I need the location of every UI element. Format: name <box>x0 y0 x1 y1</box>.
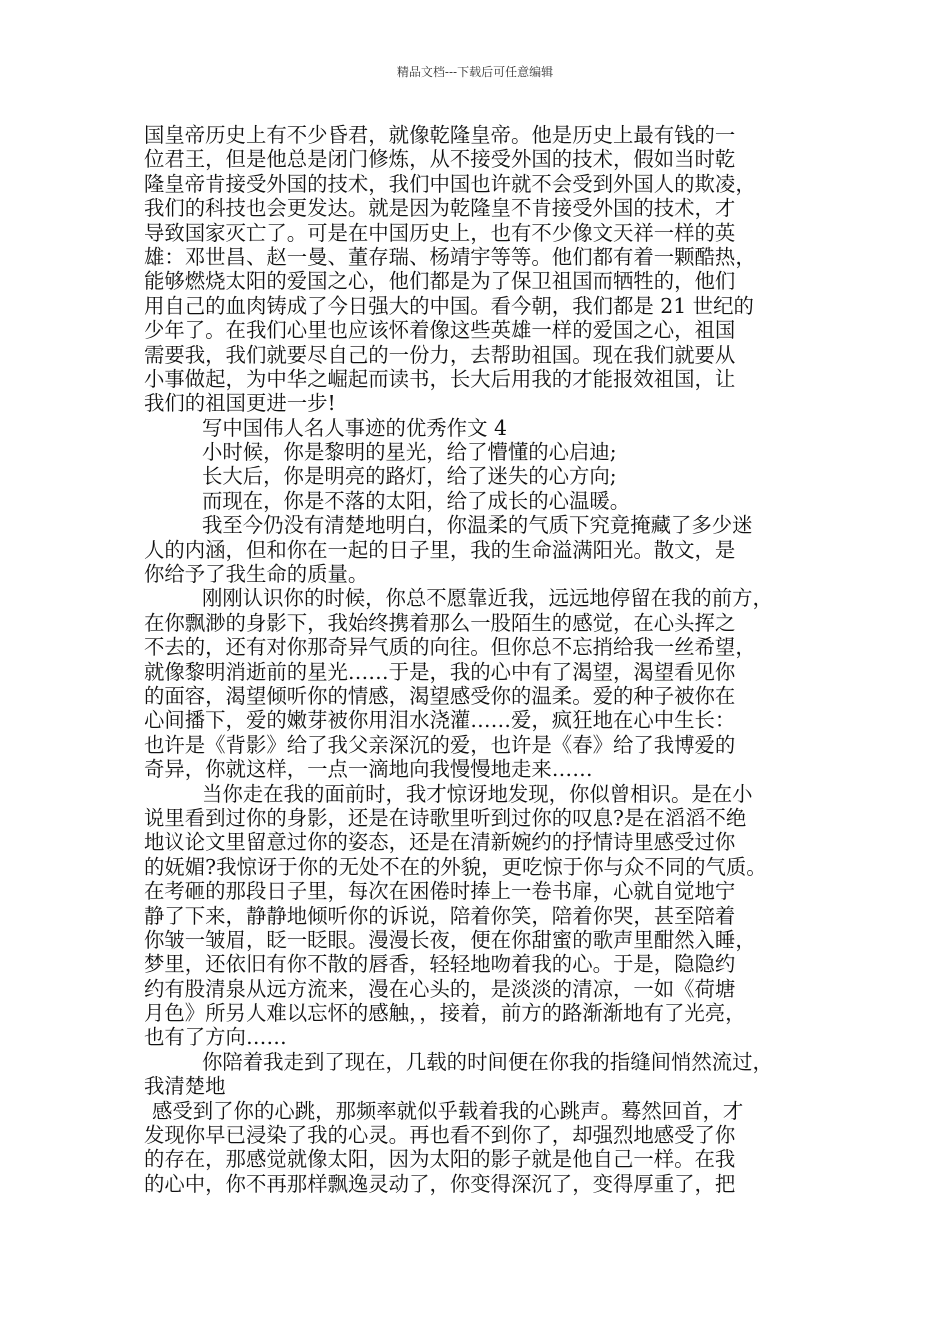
text-line: 也有了方向…… <box>144 1025 287 1050</box>
text-line: 的面容，渴望倾听你的情感，渴望感受你的温柔。爱的种子被你在 <box>144 683 736 708</box>
text-line: 国皇帝历史上有不少昏君，就像乾隆皇帝。他是历史上最有钱的一 <box>144 123 736 147</box>
text-line: 就像黎明消逝前的星光……于是，我的心中有了渴望，渴望看见你 <box>144 659 736 684</box>
section-title: 写中国伟人名人事迹的优秀作文 4 <box>202 415 507 440</box>
text-line: 我至今仍没有清楚地明白，你温柔的气质下究竟掩藏了多少迷 <box>202 513 753 538</box>
text-line: 的妩媚?我惊讶于你的无处不在的外貌，更吃惊于你与众不同的气质。 <box>144 854 767 879</box>
text-line: 我清楚地 <box>144 1074 226 1099</box>
text-line: 隆皇帝肯接受外国的技术，我们中国也许就不会受到外国人的欺凌， <box>144 171 756 196</box>
text-line: 位君王，但是他总是闭门修炼，从不接受外国的技术，假如当时乾 <box>144 147 736 172</box>
text-line: 也许是《背影》给了我父亲深沉的爱，也许是《春》给了我博爱的 <box>144 732 736 757</box>
text-line: 在考砸的那段日子里，每次在困倦时捧上一卷书扉，心就自觉地宁 <box>144 879 736 904</box>
text-line: 你陪着我走到了现在，几载的时间便在你我的指缝间悄然流过， <box>202 1049 773 1074</box>
text-line: 我们的科技也会更发达。就是因为乾隆皇不肯接受外国的技术，才 <box>144 196 736 221</box>
text-line: 需要我，我们就要尽自己的一份力，去帮助祖国。现在我们就要从 <box>144 342 736 367</box>
text-line: 小时候，你是黎明的星光，给了懵懂的心启迪; <box>202 440 617 465</box>
text-line: 感受到了你的心跳，那频率就似乎载着我的心跳声。蓦然回首，才 <box>152 1098 744 1123</box>
text-line: 的存在，那感觉就像太阳，因为太阳的影子就是他自己一样。在我 <box>144 1147 736 1172</box>
text-line: 雄：邓世昌、赵一曼、董存瑞、杨靖宇等等。他们都有着一颗酷热， <box>144 244 756 269</box>
text-line: 说里看到过你的身影，还是在诗歌里听到过你的叹息?是在滔滔不绝 <box>144 805 747 830</box>
text-line: 奇异，你就这样，一点一滴地向我慢慢地走来…… <box>144 757 593 782</box>
text-line: 发现你早已浸染了我的心灵。再也看不到你了，却强烈地感受了你 <box>144 1123 736 1148</box>
text-line: 不去的，还有对你那奇异气质的向往。但你总不忘捎给我一丝希望， <box>144 635 756 660</box>
text-line: 梦里，还依旧有你不散的唇香，轻轻地吻着我的心。于是，隐隐约 <box>144 952 736 977</box>
text-line: 在你飘渺的身影下，我始终携着那么一股陌生的感觉，在心头挥之 <box>144 610 736 635</box>
document-body <box>144 123 806 1196</box>
text-line: 你皱一皱眉，眨一眨眼。漫漫长夜，便在你甜蜜的歌声里酣然入睡， <box>144 927 756 952</box>
text-line: 小事做起，为中华之崛起而读书，长大后用我的才能报效祖国，让 <box>144 366 736 391</box>
text-line: 我们的祖国更进一步! <box>144 391 336 416</box>
page-header: 精品文档---下载后可任意编辑 <box>396 65 554 79</box>
text-line: 静了下来，静静地倾听你的诉说，陪着你笑，陪着你哭，甚至陪着 <box>144 903 736 928</box>
text-line: 月色》所另人难以忘怀的感触，，接着，前方的路渐渐地有了光亮， <box>144 1001 746 1026</box>
text-line: 用自己的血肉铸成了今日强大的中国。看今朝，我们都是 21 世纪的 <box>144 293 754 318</box>
text-line: 人的内涵，但和你在一起的日子里，我的生命溢满阳光。散文，是 <box>144 537 736 562</box>
text-line: 长大后，你是明亮的路灯，给了迷失的心方向; <box>202 464 617 489</box>
text-line: 少年了。在我们心里也应该怀着像这些英雄一样的爱国之心，祖国 <box>144 318 736 343</box>
text-line: 你给予了我生命的质量。 <box>144 562 369 587</box>
text-line: 约有股清泉从远方流来，漫在心头的，是淡淡的清凉，一如《荷塘 <box>144 976 736 1001</box>
text-line: 刚刚认识你的时候，你总不愿靠近我，远远地停留在我的前方， <box>202 586 773 611</box>
text-line: 导致国家灭亡了。可是在中国历史上，也有不少像文天祥一样的英 <box>144 220 736 245</box>
text-line: 而现在，你是不落的太阳，给了成长的心温暖。 <box>202 488 631 513</box>
text-line: 能够燃烧太阳的爱国之心，他们都是为了保卫祖国而牺牲的，他们 <box>144 269 736 294</box>
text-line: 的心中，你不再那样飘逸灵动了，你变得深沉了，变得厚重了，把 <box>144 1171 736 1196</box>
text-line: 当你走在我的面前时，我才惊讶地发现，你似曾相识。是在小 <box>202 781 753 806</box>
text-line: 心间播下，爱的嫩芽被你用泪水浇灌……爱，疯狂地在心中生长： <box>144 708 736 733</box>
text-line: 地议论文里留意过你的姿态，还是在清新婉约的抒情诗里感受过你 <box>144 830 736 855</box>
